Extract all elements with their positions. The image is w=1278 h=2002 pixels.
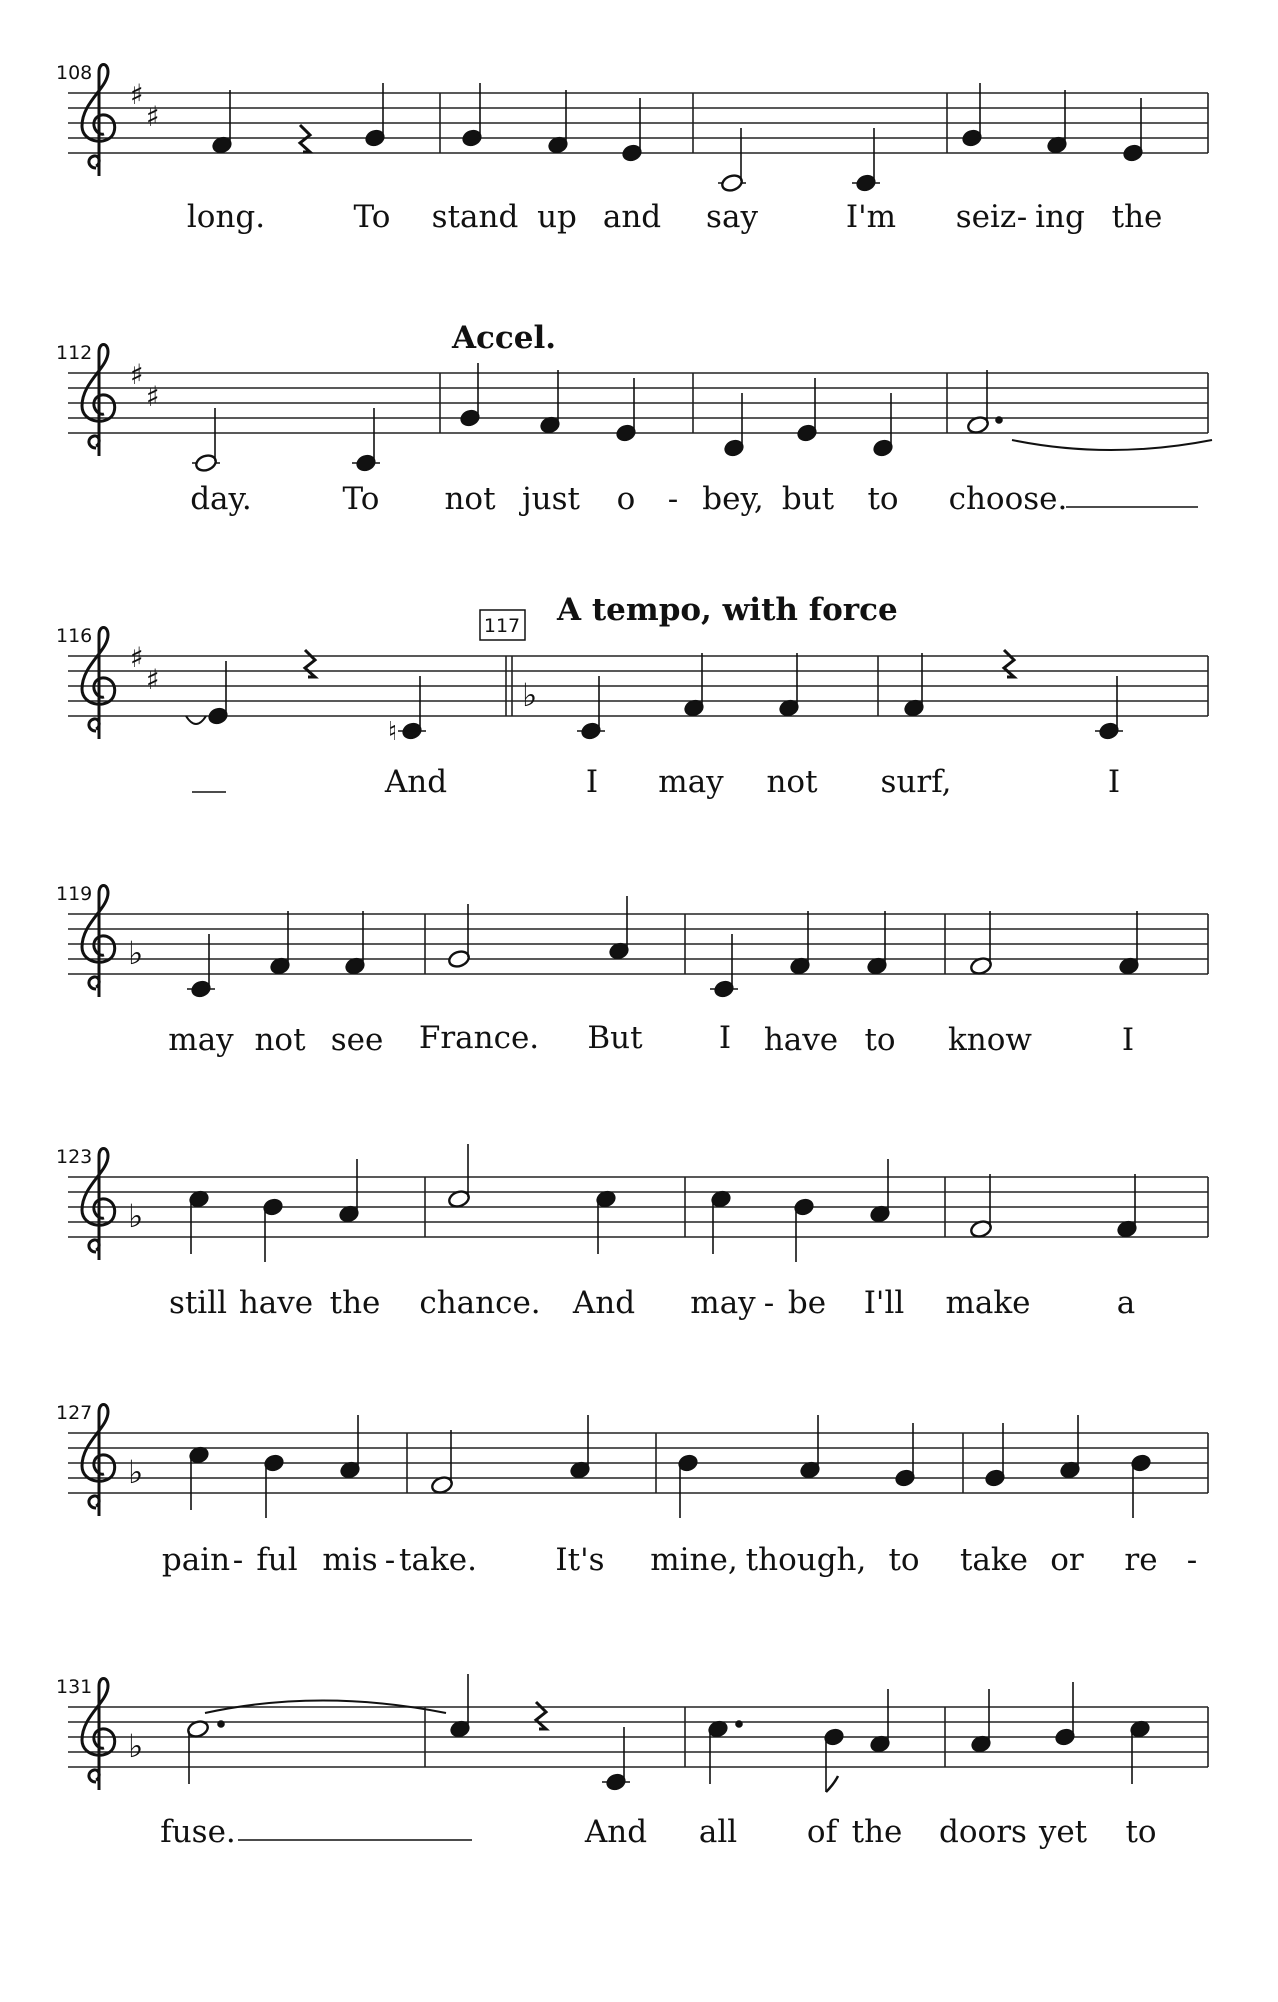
notes-measure-131 [186,1701,446,1785]
lyric-syllable: pain [161,1542,231,1578]
svg-text:♯: ♯ [146,663,160,696]
lyric-syllable: And [584,1814,648,1850]
svg-text:♯: ♯ [130,78,144,111]
lyric-syllable: I'm [845,199,897,235]
tempo-marking: Accel. [452,320,557,356]
lyric-syllable: the [1111,199,1163,235]
tempo-marking: A tempo, with force [557,592,898,628]
lyric-syllable: long. [186,199,266,235]
staff-lines [68,1707,1208,1767]
key-signature-sharps [130,641,160,696]
notes-measure-117 [577,653,800,741]
svg-text:117: 117 [483,615,521,637]
lyric-syllable: not [254,1022,306,1058]
lyric-syllable: It's [555,1542,605,1578]
notes-measure-133 [707,1689,891,1792]
notes-measure-121 [710,911,888,999]
lyric-syllable: bey, [702,481,764,517]
lyric-syllable: but [781,481,835,517]
lyric-hyphen: - [1016,199,1028,235]
svg-text:♯: ♯ [130,641,144,674]
lyric-syllable: I [718,1020,732,1056]
lyric-hyphen: - [384,1542,396,1578]
lyric-hyphen: - [667,481,679,517]
lyric-syllable: To [353,199,391,235]
lyric-syllable: of [806,1814,838,1850]
measure-number: 119 [56,883,93,905]
lyrics-line [169,1285,1135,1321]
notes-measure-123 [188,1159,360,1262]
notes-measure-127 [188,1415,361,1518]
lyric-syllable: just [522,481,580,517]
lyric-syllable: day. [190,481,252,517]
lyric-syllable: I [1107,764,1121,800]
tie-arc [1012,440,1212,450]
lyrics-line [190,481,1198,517]
lyric-syllable: all [698,1814,738,1850]
system-119 [56,883,1208,1058]
svg-text:♯: ♯ [130,358,144,391]
notes-measure-130 [984,1415,1152,1518]
tie-arc [186,716,206,724]
lyric-syllable: re [1124,1542,1158,1578]
natural-accidental: ♮ [388,717,398,747]
lyric-syllable: a [1116,1285,1136,1321]
staff-lines [68,1433,1208,1493]
lyric-syllable: fuse. [160,1814,236,1850]
measure-number: 108 [56,62,93,84]
lyric-syllable: have [763,1022,839,1058]
lyric-syllable: And [384,764,448,800]
key-signature-flat: ♭ [128,934,144,972]
notes-measure-108 [211,83,386,155]
lyric-syllable: surf, [880,764,952,800]
lyric-syllable: and [602,199,662,235]
lyric-syllable: stand [431,199,519,235]
rehearsal-mark [480,610,525,640]
lyric-syllable: mis [322,1542,378,1578]
system-112 [56,320,1212,517]
lyric-syllable: To [342,481,380,517]
lyric-syllable: be [787,1285,827,1321]
lyric-syllable: mine, [650,1542,738,1578]
lyrics-line [162,1542,1197,1578]
measure-number: 131 [56,1676,93,1698]
staff-lines [68,656,1208,716]
system-123 [56,1144,1208,1321]
lyric-syllable: doors [939,1814,1027,1850]
lyric-syllable: chance. [419,1285,541,1321]
notes-measure-118 [903,650,1123,741]
lyric-syllable: take. [399,1542,477,1578]
measure-number: 116 [56,625,93,647]
key-change-flat: ♭ [522,676,538,714]
notes-measure-128 [430,1415,591,1495]
key-signature-flat: ♭ [128,1453,144,1491]
lyric-hyphen: - [1186,1542,1198,1578]
staff-lines [68,373,1208,433]
staff-lines [68,914,1208,974]
lyric-syllable: to [867,481,899,517]
key-signature-sharps [130,78,160,133]
lyric-hyphen: - [232,1542,244,1578]
lyric-syllable: not [444,481,496,517]
notes-measure-129 [677,1415,916,1518]
lyric-syllable: I'll [863,1285,905,1321]
lyric-syllable: France. [418,1020,540,1056]
lyric-syllable: ing [1035,199,1085,235]
measure-number: 127 [56,1402,93,1424]
lyrics-line [168,1020,1134,1058]
lyric-syllable: But [587,1020,643,1056]
notes-measure-115 [966,370,1212,450]
system-116 [56,592,1208,800]
lyric-syllable: up [537,199,577,235]
lyric-syllable: yet [1038,1814,1088,1850]
lyric-syllable: I [1121,1022,1135,1058]
lyric-syllable: to [1125,1814,1157,1850]
system-127 [56,1402,1208,1578]
measure-number: 112 [56,342,93,364]
lyric-syllable: ful [256,1542,298,1578]
notes-measure-125 [710,1159,891,1262]
lyric-syllable: still [168,1285,228,1321]
svg-text:♯: ♯ [146,380,160,413]
lyrics-line [187,199,1163,235]
lyric-syllable: o [616,481,636,517]
lyric-hyphen: - [763,1285,775,1321]
notes-measure-132 [449,1674,630,1792]
key-signature-flat: ♭ [128,1727,144,1765]
lyric-syllable: to [864,1022,896,1058]
svg-text:♯: ♯ [146,100,160,133]
lyric-syllable: say [706,199,758,235]
lyric-syllable: see [330,1022,384,1058]
lyric-syllable: I [585,764,599,800]
key-signature-sharps [130,358,160,413]
lyric-syllable: the [851,1814,903,1850]
lyric-syllable: may [168,1022,234,1058]
lyric-syllable: may [658,764,724,800]
lyric-syllable: may [690,1285,756,1321]
notes-measure-116 [186,650,426,747]
notes-measure-134 [970,1682,1151,1784]
lyric-syllable: know [948,1022,1032,1058]
staff-lines [68,1177,1208,1237]
lyric-syllable: take [959,1542,1029,1578]
lyric-syllable: seiz [955,199,1017,235]
lyric-syllable: or [1050,1542,1084,1578]
lyric-syllable: And [572,1285,636,1321]
lyrics-line [160,1814,1156,1850]
system-131 [56,1674,1208,1850]
notes-measure-120 [447,896,630,969]
notes-measure-119 [187,911,366,999]
lyric-syllable: though, [745,1542,867,1578]
lyric-syllable: to [888,1542,920,1578]
lyric-syllable: not [766,764,818,800]
lyric-syllable: the [329,1285,381,1321]
lyrics-line [192,764,1120,800]
lyric-syllable: make [945,1285,1031,1321]
lyric-syllable: choose. [948,481,1068,517]
lyric-syllable: have [238,1285,314,1321]
system-108 [56,62,1208,235]
staff-lines [68,93,1208,153]
measure-number: 123 [56,1146,93,1168]
key-signature-flat: ♭ [128,1197,144,1235]
